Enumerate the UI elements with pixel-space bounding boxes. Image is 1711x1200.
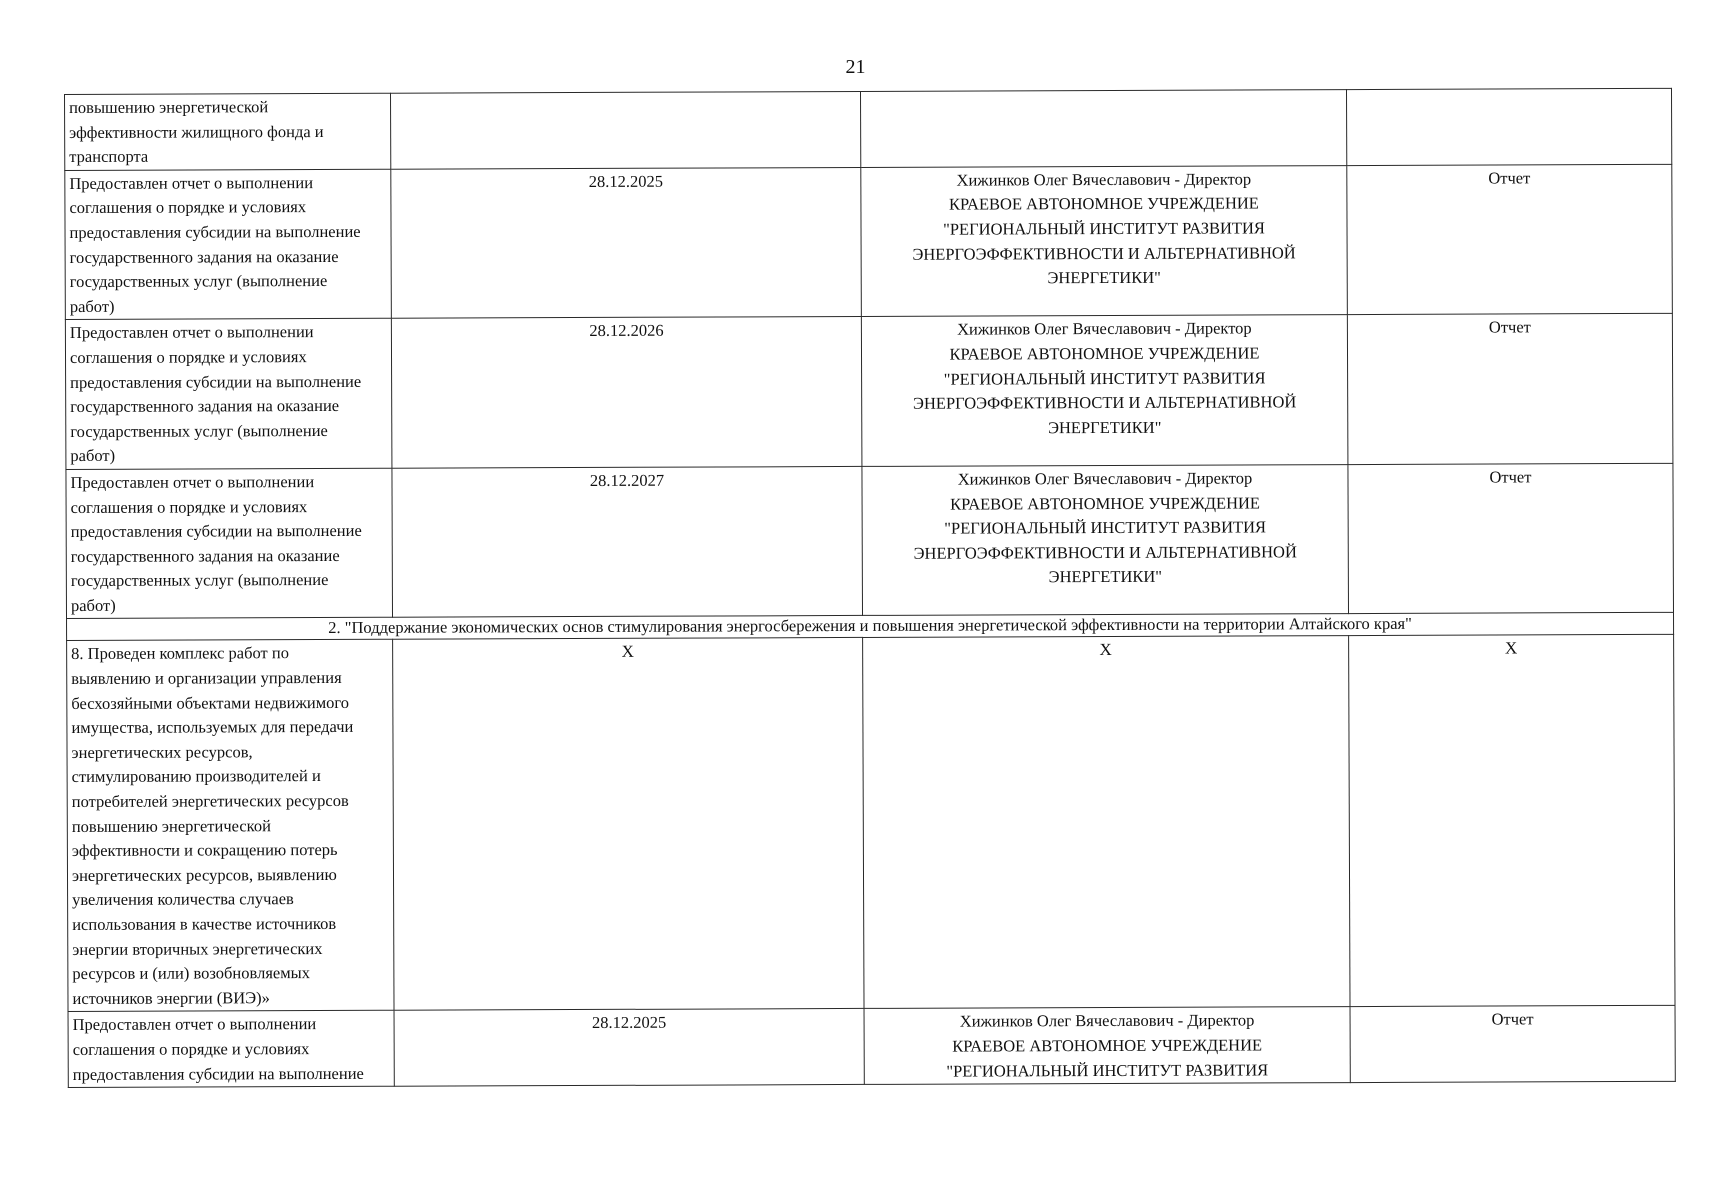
report-responsible-cell	[862, 464, 1348, 615]
report-document-cell	[1347, 164, 1673, 315]
report-document: Отчет	[1489, 467, 1532, 487]
report-description: Предоставлен отчет о выполнении соглашения о порядке и условиях предоставления субсидии на выполнение государственного задания на оказание государственных услуг (выполнение работ)	[69, 172, 361, 316]
report-description-cell	[65, 319, 392, 470]
report-date: 28.12.2025	[588, 171, 664, 191]
continuation-description: повышению энергетической эффективности жилищного фонда и транспорта	[69, 97, 324, 167]
report-description: Предоставлен отчет о выполнении соглашения о порядке и условиях предоставления субсидии на выполнение государственного задания на оказание государственных услуг (выполнение работ)	[70, 471, 362, 615]
report-date-cell	[391, 317, 862, 468]
report-row	[68, 1006, 1675, 1088]
continuation-responsible-cell	[861, 90, 1347, 168]
continuation-description-cell	[65, 93, 391, 170]
report-row	[66, 463, 1674, 619]
report-row	[65, 164, 1673, 320]
report-description-cell	[66, 468, 393, 619]
continuation-document-cell	[1346, 88, 1671, 165]
task-row	[67, 635, 1675, 1012]
report-document-cell	[1350, 1006, 1675, 1083]
report-date-cell	[392, 466, 863, 617]
report-description: Предоставлен отчет о выполнении соглашения о порядке и условиях предоставления субсидии на выполнение государственного задания на оказание государственных услуг (выполнение работ)	[69, 322, 362, 466]
report-responsible: Хижинков Олег Вячеславович - Директор КРАЕВОЕ АВТОНОМНОЕ УЧРЕЖДЕНИЕ "РЕГИОНАЛЬНЫЙ ИНСТИТУТ РАЗВИТИЯ ЭНЕРГОЭФФЕКТИВНОСТИ И АЛЬТЕРНАТИВНОЙ ЭНЕРГЕТИКИ"	[912, 169, 1296, 288]
report-document: Отчет	[1488, 168, 1531, 188]
report-date-cell	[394, 1009, 864, 1087]
report-document-cell	[1347, 314, 1673, 465]
continuation-row	[65, 88, 1672, 170]
task-document-mark: X	[1504, 638, 1518, 658]
report-description: Предоставлен отчет о выполнении соглашения о порядке и условиях предоставления субсидии на выполнение	[72, 1014, 364, 1084]
report-description-cell	[68, 1011, 394, 1088]
measures-table	[64, 88, 1676, 1089]
section-title: 2. "Поддержание экономических основ стимулирования энергосбережения и повышения энергетической эффективности на территории Алтайского края"	[328, 614, 1412, 638]
continuation-date-cell	[391, 91, 861, 169]
page-number: 21	[845, 56, 866, 78]
task-description: 8. Проведен комплекс работ по выявлению и организации управления бесхозяйными объектами недвижимого имущества, используемых для передачи энергетических ресурсов, стимулированию производителей и потребителей энергетических ресурсов повышению энергетической эффективности и сокращению потерь энергетических ресурсов, выявлению увеличения количества случаев использования в качестве источников энергии вторичных энергетических ресурсов и (или) возобновляемых источников энергии (ВИЭ)»	[71, 643, 354, 1008]
report-responsible: Хижинков Олег Вячеславович - Директор КРАЕВОЕ АВТОНОМНОЕ УЧРЕЖДЕНИЕ "РЕГИОНАЛЬНЫЙ ИНСТИТУТ РАЗВИТИЯ ЭНЕРГОЭФФЕКТИВНОСТИ И АЛЬТЕРНАТИВНОЙ ЭНЕРГЕТИКИ"	[913, 468, 1297, 587]
task-description-cell	[67, 640, 394, 1012]
report-document: Отчет	[1488, 317, 1531, 337]
report-document: Отчет	[1491, 1009, 1534, 1029]
report-responsible-cell	[861, 165, 1347, 316]
report-description-cell	[65, 169, 392, 320]
task-date-cell	[393, 638, 864, 1011]
report-date-cell	[391, 167, 862, 318]
report-responsible: Хижинков Олег Вячеславович - Директор КРАЕВОЕ АВТОНОМНОЕ УЧРЕЖДЕНИЕ "РЕГИОНАЛЬНЫЙ ИНСТИТУТ РАЗВИТИЯ ЭНЕРГОЭФФЕКТИВНОСТИ И АЛЬТЕРНАТИВНОЙ ЭНЕРГЕТИКИ"	[913, 318, 1297, 437]
report-date: 28.12.2027	[589, 470, 665, 490]
report-date: 28.12.2025	[591, 1013, 667, 1033]
report-responsible: Хижинков Олег Вячеславович - Директор КРАЕВОЕ АВТОНОМНОЕ УЧРЕЖДЕНИЕ "РЕГИОНАЛЬНЫЙ ИНСТИТУТ РАЗВИТИЯ	[946, 1010, 1269, 1081]
report-document-cell	[1348, 463, 1674, 614]
report-date: 28.12.2026	[589, 321, 664, 341]
report-responsible-cell	[861, 315, 1347, 466]
task-responsible-mark: X	[1099, 640, 1112, 660]
report-responsible-cell	[864, 1007, 1350, 1085]
task-responsible-cell	[863, 636, 1350, 1009]
report-row	[65, 314, 1673, 470]
task-date-mark: X	[621, 642, 634, 662]
task-document-cell	[1349, 635, 1675, 1007]
